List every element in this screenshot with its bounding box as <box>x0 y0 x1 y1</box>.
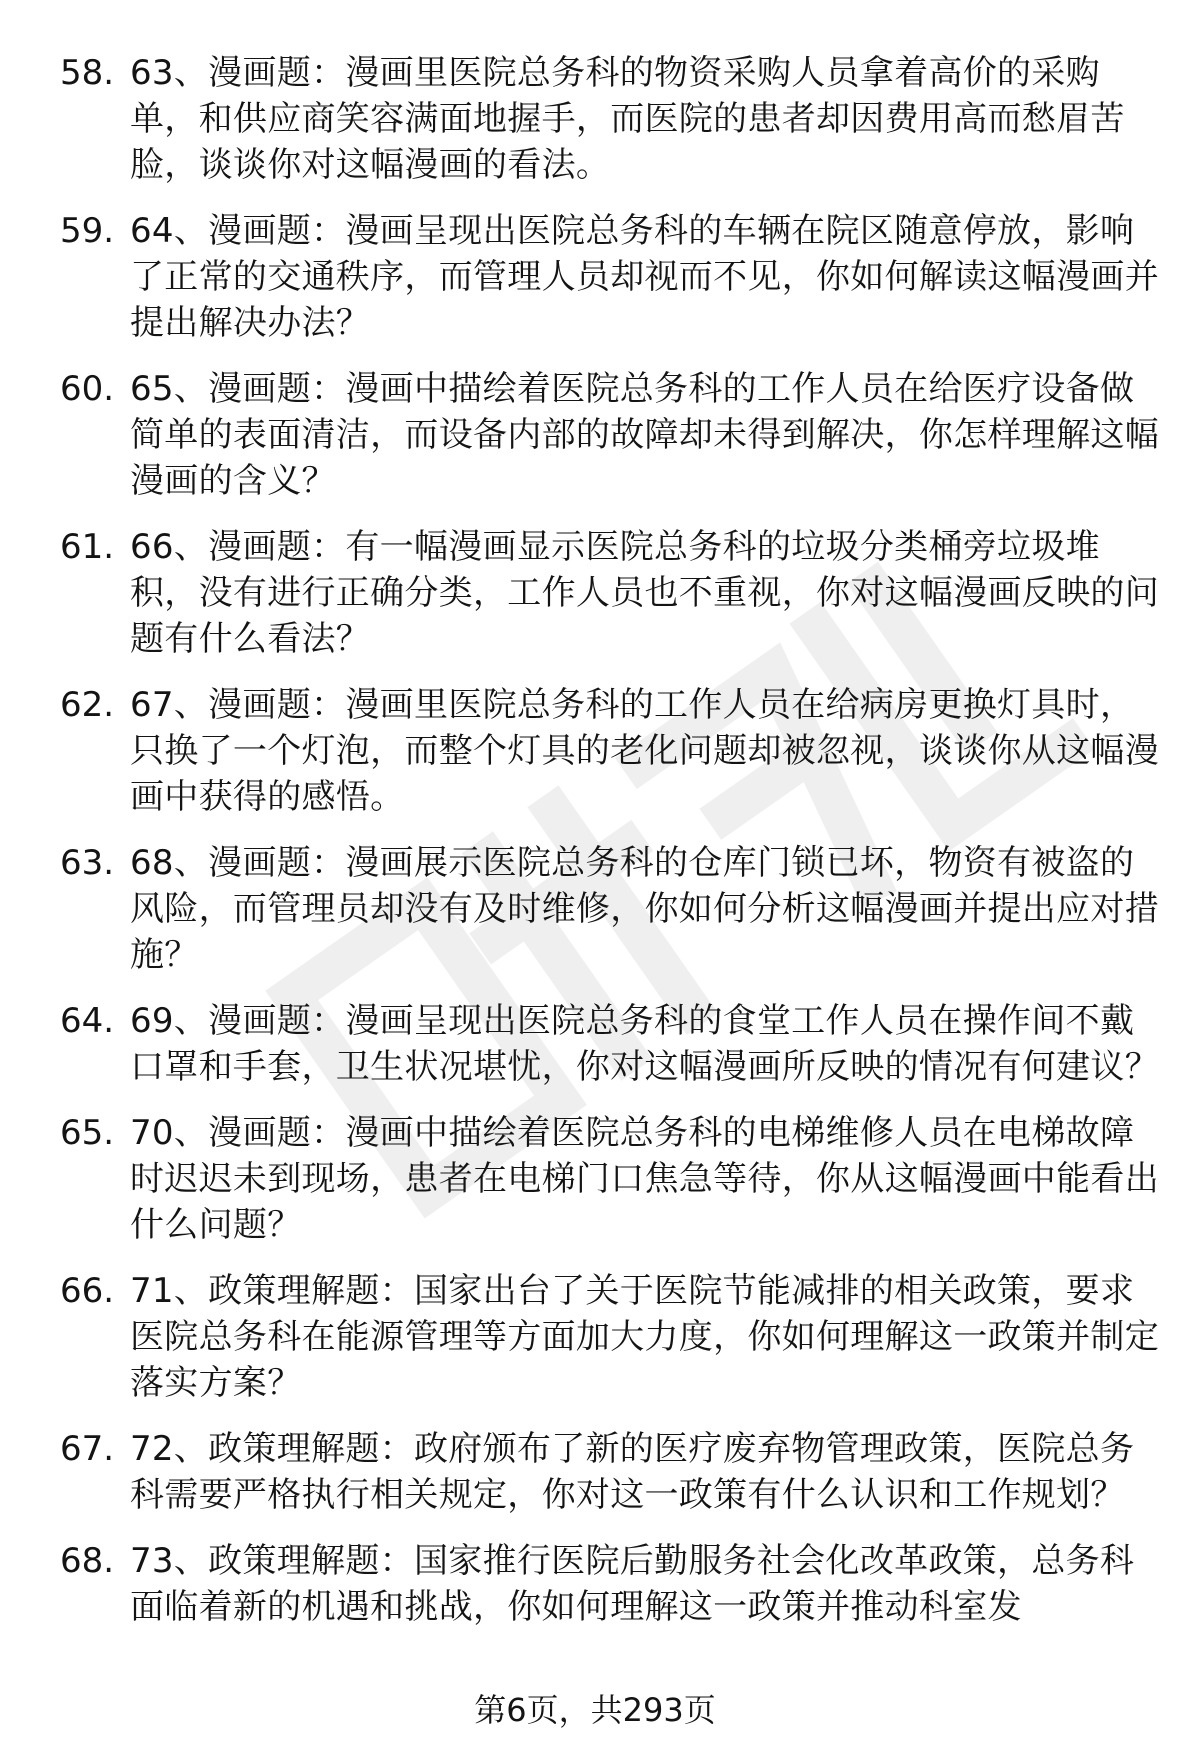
item-number: 67. <box>60 1429 115 1469</box>
page-footer: 第6页，共293页 <box>474 1691 716 1729</box>
list-item <box>60 1426 1160 1518</box>
item-text: 63、漫画题：漫画里医院总务科的物资采购人员拿着高价的采购单，和供应商笑容满面地握手，而医院的患者却因费用高而愁眉苦脸，谈谈你对这幅漫画的看法。 <box>130 53 1125 185</box>
item-text: 71、政策理解题：国家出台了关于医院节能减排的相关政策，要求医院总务科在能源管理等方面加大力度，你如何理解这一政策并制定落实方案？ <box>130 1271 1159 1403</box>
item-text: 66、漫画题：有一幅漫画显示医院总务科的垃圾分类桶旁垃圾堆积，没有进行正确分类，工作人员也不重视，你对这幅漫画反映的问题有什么看法？ <box>130 527 1159 659</box>
list-item <box>60 1538 1160 1630</box>
list-item <box>60 682 1160 820</box>
item-number: 58. <box>60 53 115 93</box>
item-number: 66. <box>60 1271 115 1311</box>
item-text: 73、政策理解题：国家推行医院后勤服务社会化改革政策，总务科面临着新的机遇和挑战，你如何理解这一政策并推动科室发 <box>130 1541 1135 1627</box>
item-number: 64. <box>60 1001 115 1041</box>
list-item <box>60 366 1160 504</box>
item-number: 59. <box>60 211 115 251</box>
item-text: 70、漫画题：漫画中描绘着医院总务科的电梯维修人员在电梯故障时迟迟未到现场，患者在电梯门口焦急等待，你从这幅漫画中能看出什么问题？ <box>130 1113 1159 1245</box>
item-number: 60. <box>60 369 115 409</box>
item-text: 64、漫画题：漫画呈现出医院总务科的车辆在院区随意停放，影响了正常的交通秩序，而管理人员却视而不见，你如何解读这幅漫画并提出解决办法？ <box>130 211 1159 343</box>
list-item <box>60 50 1160 188</box>
question-list <box>60 50 1160 1650</box>
list-item <box>60 524 1160 662</box>
item-number: 62. <box>60 685 115 725</box>
item-text: 68、漫画题：漫画展示医院总务科的仓库门锁已坏，物资有被盗的风险，而管理员却没有及时维修，你如何分析这幅漫画并提出应对措施？ <box>130 843 1159 975</box>
list-item <box>60 998 1160 1090</box>
list-item <box>60 208 1160 346</box>
item-number: 63. <box>60 843 115 883</box>
item-number: 65. <box>60 1113 115 1153</box>
item-text: 67、漫画题：漫画里医院总务科的工作人员在给病房更换灯具时，只换了一个灯泡，而整个灯具的老化问题却被忽视，谈谈你从这幅漫画中获得的感悟。 <box>130 685 1159 817</box>
item-number: 61. <box>60 527 115 567</box>
list-item <box>60 1110 1160 1248</box>
list-item <box>60 1268 1160 1406</box>
list-item <box>60 840 1160 978</box>
item-number: 68. <box>60 1541 115 1581</box>
item-text: 65、漫画题：漫画中描绘着医院总务科的工作人员在给医疗设备做简单的表面清洁，而设备内部的故障却未得到解决，你怎样理解这幅漫画的含义？ <box>130 369 1159 501</box>
item-text: 72、政策理解题：政府颁布了新的医疗废弃物管理政策，医院总务科需要严格执行相关规定，你对这一政策有什么认识和工作规划？ <box>130 1429 1135 1515</box>
item-text: 69、漫画题：漫画呈现出医院总务科的食堂工作人员在操作间不戴口罩和手套，卫生状况堪忧，你对这幅漫画所反映的情况有何建议？ <box>130 1001 1159 1087</box>
